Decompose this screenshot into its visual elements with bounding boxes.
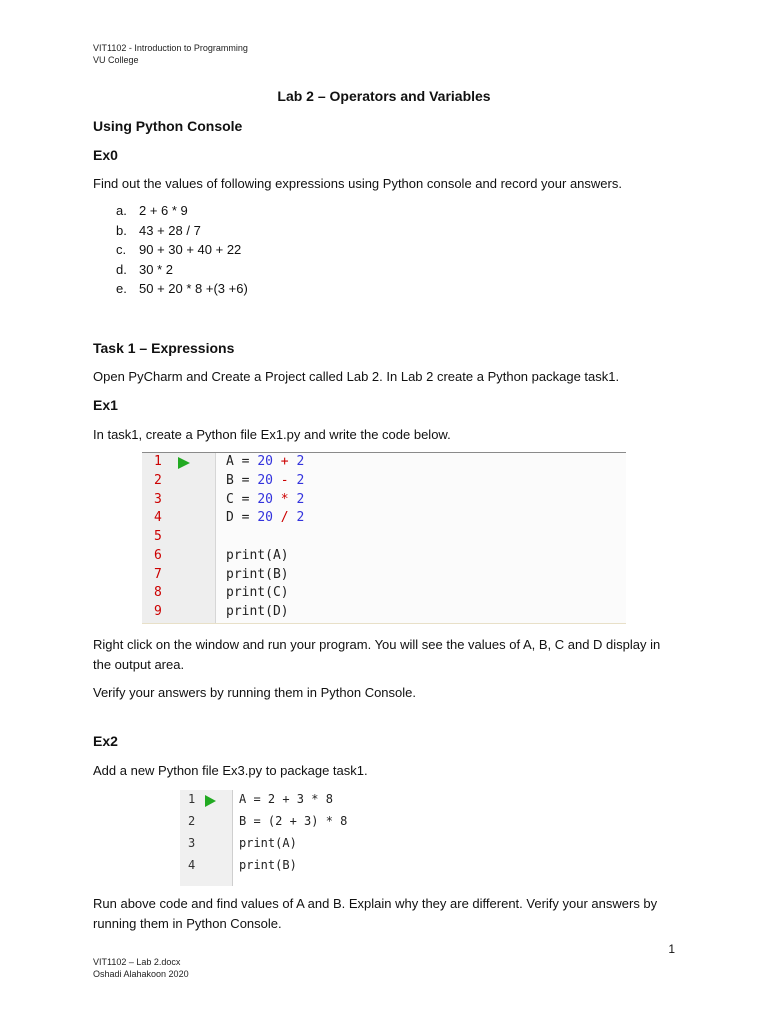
code-line xyxy=(180,858,380,880)
line-number: 4 xyxy=(154,510,162,525)
line-number: 1 xyxy=(154,454,162,469)
code-text: D = 20 / 2 xyxy=(226,510,305,525)
code-line xyxy=(142,604,626,623)
line-number: 1 xyxy=(188,792,196,806)
document-title: Lab 2 – Operators and Variables xyxy=(277,88,491,104)
code-screenshot-ex2 xyxy=(180,790,380,886)
code-text: print(A) xyxy=(239,836,297,850)
ex0-heading: Ex0 xyxy=(93,147,118,163)
line-number: 3 xyxy=(154,491,162,507)
list-item xyxy=(93,242,248,262)
code-text: print(A) xyxy=(226,548,289,563)
section-heading-console: Using Python Console xyxy=(93,118,243,134)
item-expression: 30 * 2 xyxy=(139,261,173,277)
code-line xyxy=(142,492,626,511)
code-line xyxy=(142,585,626,604)
ex2-intro: Add a new Python file Ex3.py to package task1. xyxy=(93,763,368,778)
code-line xyxy=(180,814,380,836)
code-line xyxy=(142,567,626,586)
item-expression: 2 + 6 * 9 xyxy=(139,203,188,218)
footer-author: Oshadi Alahakoon 2020 xyxy=(93,969,189,979)
list-item xyxy=(93,281,248,301)
code-line xyxy=(142,473,626,492)
code-line xyxy=(180,836,380,858)
list-item xyxy=(93,223,248,243)
code-text: print(B) xyxy=(239,858,297,872)
code-line xyxy=(142,529,626,548)
run-arrow-icon[interactable] xyxy=(178,457,190,469)
line-number: 6 xyxy=(154,548,162,563)
code-text: B = (2 + 3) * 8 xyxy=(239,814,348,828)
task1-heading: Task 1 – Expressions xyxy=(93,340,235,356)
item-expression: 50 + 20 * 8 +(3 +6) xyxy=(139,281,248,296)
item-expression: 90 + 30 + 40 + 22 xyxy=(139,242,242,257)
header-course: VIT1102 - Introduction to Programming xyxy=(93,43,248,53)
code-line xyxy=(180,792,380,814)
task1-text: Open PyCharm and Create a Project called Lab 2. In Lab 2 create a Python package task1. xyxy=(93,369,620,384)
ex2-heading: Ex2 xyxy=(93,733,118,749)
code-text: A = 2 + 3 * 8 xyxy=(239,792,333,806)
ex1-heading: Ex1 xyxy=(93,397,118,413)
code-line xyxy=(142,548,626,567)
code-screenshot-ex1 xyxy=(142,452,626,624)
ex0-intro: Find out the values of following expressions using Python console and record your answers. xyxy=(93,176,622,191)
item-letter: d. xyxy=(116,261,127,277)
line-number: 2 xyxy=(188,814,196,828)
item-letter: a. xyxy=(116,203,127,218)
ex1-after-text-1: Right click on the window and run your program. You will see the values of A, B, C and D display in the output area. xyxy=(93,637,661,672)
line-number: 5 xyxy=(154,529,162,544)
code-line xyxy=(142,510,626,529)
divider xyxy=(142,623,626,624)
ex0-expression-list xyxy=(93,203,248,301)
ex2-after-text: Run above code and find values of A and B. Explain why they are different. Verify your answers by running them in Python Console. xyxy=(93,896,658,931)
line-number: 3 xyxy=(188,836,196,850)
list-item xyxy=(93,203,248,223)
line-number: 8 xyxy=(154,585,162,600)
code-text: C = 20 * 2 xyxy=(226,491,305,507)
code-text: B = 20 - 2 xyxy=(226,473,305,488)
code-text: print(D) xyxy=(226,604,289,619)
item-letter: b. xyxy=(116,222,127,238)
item-letter: c. xyxy=(116,242,127,257)
code-line xyxy=(142,454,626,473)
footer-file: VIT1102 – Lab 2.docx xyxy=(93,957,181,967)
code-text: print(B) xyxy=(226,566,289,582)
list-item xyxy=(93,262,248,282)
code-text: A = 20 + 2 xyxy=(226,454,305,469)
line-number: 2 xyxy=(154,473,162,488)
header-college: VU College xyxy=(93,55,139,65)
line-number: 7 xyxy=(154,566,162,582)
ex1-after-text-2: Verify your answers by running them in Python Console. xyxy=(93,685,417,700)
page-number: 1 xyxy=(668,942,675,956)
code-text: print(C) xyxy=(226,585,289,600)
item-expression: 43 + 28 / 7 xyxy=(139,222,201,238)
ex1-intro: In task1, create a Python file Ex1.py and write the code below. xyxy=(93,427,451,442)
line-number: 9 xyxy=(154,604,162,619)
run-arrow-icon[interactable] xyxy=(205,795,216,807)
item-letter: e. xyxy=(116,281,127,296)
line-number: 4 xyxy=(188,858,196,872)
